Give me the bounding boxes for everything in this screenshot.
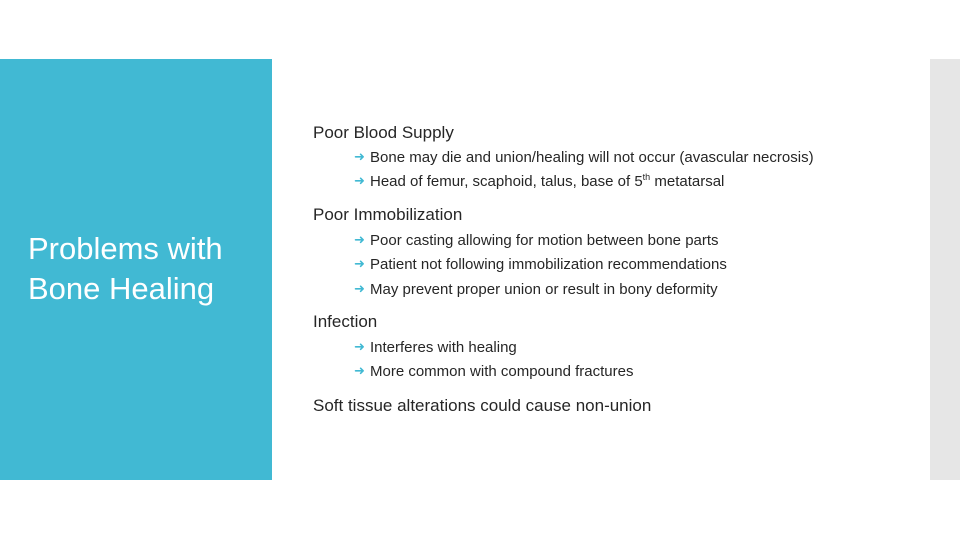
- arrow-bullet-icon: ➜: [354, 149, 365, 164]
- section-heading-immobilization: Poor Immobilization: [313, 205, 463, 224]
- bullet-item: ➜ More common with compound fractures: [354, 363, 634, 380]
- bullet-item: ➜ Interferes with healing: [354, 339, 517, 356]
- bullet-item: ➜ Poor casting allowing for motion between bone parts: [354, 232, 719, 249]
- arrow-bullet-icon: ➜: [354, 339, 365, 354]
- arrow-bullet-icon: ➜: [354, 363, 365, 378]
- section-heading-soft-tissue: Soft tissue alterations could cause non-union: [313, 396, 652, 415]
- bullet-item: ➜ Patient not following immobilization recommendations: [354, 256, 727, 273]
- section-heading-infection: Infection: [313, 312, 378, 331]
- bullet-item: ➜ Head of femur, scaphoid, talus, base of 5th metatarsal: [354, 172, 725, 190]
- slide-title: Problems with Bone Healing: [28, 231, 223, 306]
- section-heading-blood-supply: Poor Blood Supply: [313, 123, 454, 142]
- arrow-bullet-icon: ➜: [354, 232, 365, 247]
- bullet-item: ➜ Bone may die and union/healing will not occur (avascular necrosis): [354, 149, 814, 166]
- right-edge-bar: [930, 59, 960, 480]
- arrow-bullet-icon: ➜: [354, 173, 365, 188]
- arrow-bullet-icon: ➜: [354, 256, 365, 271]
- bullet-item: ➜ May prevent proper union or result in bony deformity: [354, 281, 718, 298]
- arrow-bullet-icon: ➜: [354, 281, 365, 296]
